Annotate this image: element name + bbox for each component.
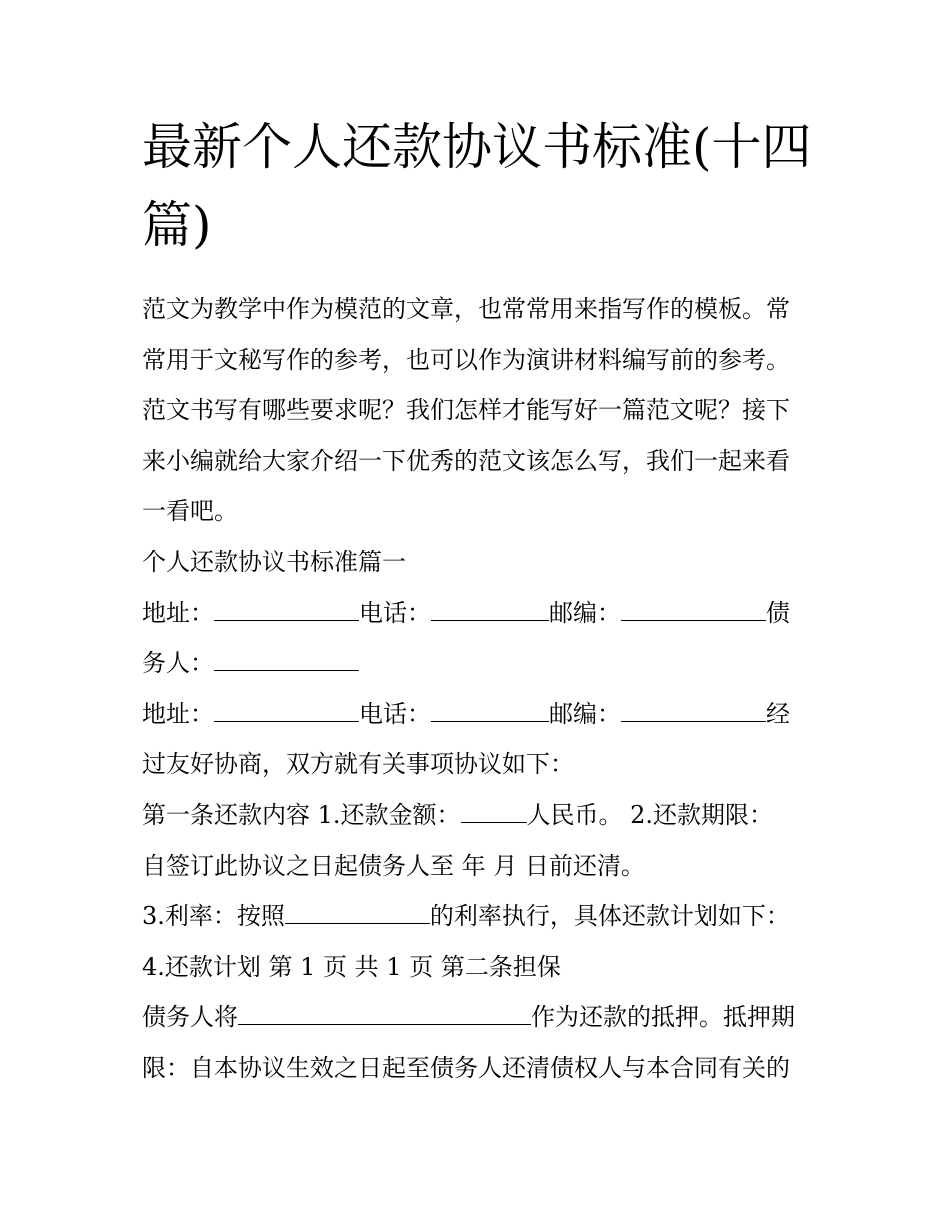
pledge-blank xyxy=(238,1002,531,1025)
phone-label: 电话： xyxy=(359,598,431,627)
intro-line: 范文书写有哪些要求呢？我们怎样才能写好一篇范文呢？接下 xyxy=(142,396,790,425)
interest-rate-line xyxy=(142,891,814,942)
title-line-1: 最新个人还款协议书标准(十四 xyxy=(142,118,812,176)
agreement-intro: 过友好协商，双方就有关事项协议如下： xyxy=(142,750,574,779)
postcode-label: 邮编： xyxy=(549,699,621,728)
pledge-text-a: 债务人将 xyxy=(142,1003,238,1032)
article-1-text-a: 第一条还款内容 1.还款金额： xyxy=(142,800,461,829)
phone-blank xyxy=(431,598,549,621)
address-blank xyxy=(214,699,359,722)
address-blank xyxy=(214,598,359,621)
address-label: 地址： xyxy=(142,699,214,728)
rate-text-b: 的利率执行，具体还款计划如下： xyxy=(429,902,790,931)
pledge-period-line: 限：自本协议生效之日起至债务人还清债权人与本合同有关的 xyxy=(142,1053,790,1082)
debtor-blank xyxy=(214,648,359,671)
section-heading: 个人还款协议书标准篇一 xyxy=(142,547,406,576)
debtor-line xyxy=(142,638,814,689)
postcode-blank xyxy=(621,699,766,722)
intro-line: 来小编就给大家介绍一下优秀的范文该怎么写，我们一起来看 xyxy=(142,446,790,475)
postcode-blank xyxy=(621,598,766,621)
pledge-line xyxy=(142,992,814,1043)
phone-blank xyxy=(431,699,549,722)
intro-line: 一看吧。 xyxy=(142,497,238,526)
amount-blank xyxy=(461,800,527,823)
debtor-label-start: 债 xyxy=(766,598,790,627)
rate-text-a: 3.利率：按照 xyxy=(142,902,285,931)
debtor-label-end: 务人： xyxy=(142,649,214,678)
debtor-contact-line xyxy=(142,689,814,740)
via-start: 经 xyxy=(766,699,790,728)
document-page xyxy=(142,108,814,1094)
article-1-text-b: 人民币。 2.还款期限： xyxy=(526,800,774,829)
repayment-deadline: 自签订此协议之日起债务人至 年 月 日前还清。 xyxy=(142,851,645,880)
phone-label: 电话： xyxy=(359,699,431,728)
article-1-line xyxy=(142,790,814,841)
rate-blank xyxy=(285,901,430,924)
intro-line: 常用于文秘写作的参考，也可以作为演讲材料编写前的参考。 xyxy=(142,345,790,374)
repayment-plan-line: 4.还款计划 第 1 页 共 1 页 第二条担保 xyxy=(142,952,561,981)
pledge-text-b: 作为还款的抵押。抵押期 xyxy=(531,1003,795,1032)
title-line-2: 篇) xyxy=(142,196,212,254)
postcode-label: 邮编： xyxy=(549,598,621,627)
document-title xyxy=(142,108,814,264)
intro-line: 范文为教学中作为模范的文章，也常常用来指写作的模板。常 xyxy=(142,295,790,323)
creditor-contact-line xyxy=(142,588,814,639)
address-label: 地址： xyxy=(142,598,214,627)
